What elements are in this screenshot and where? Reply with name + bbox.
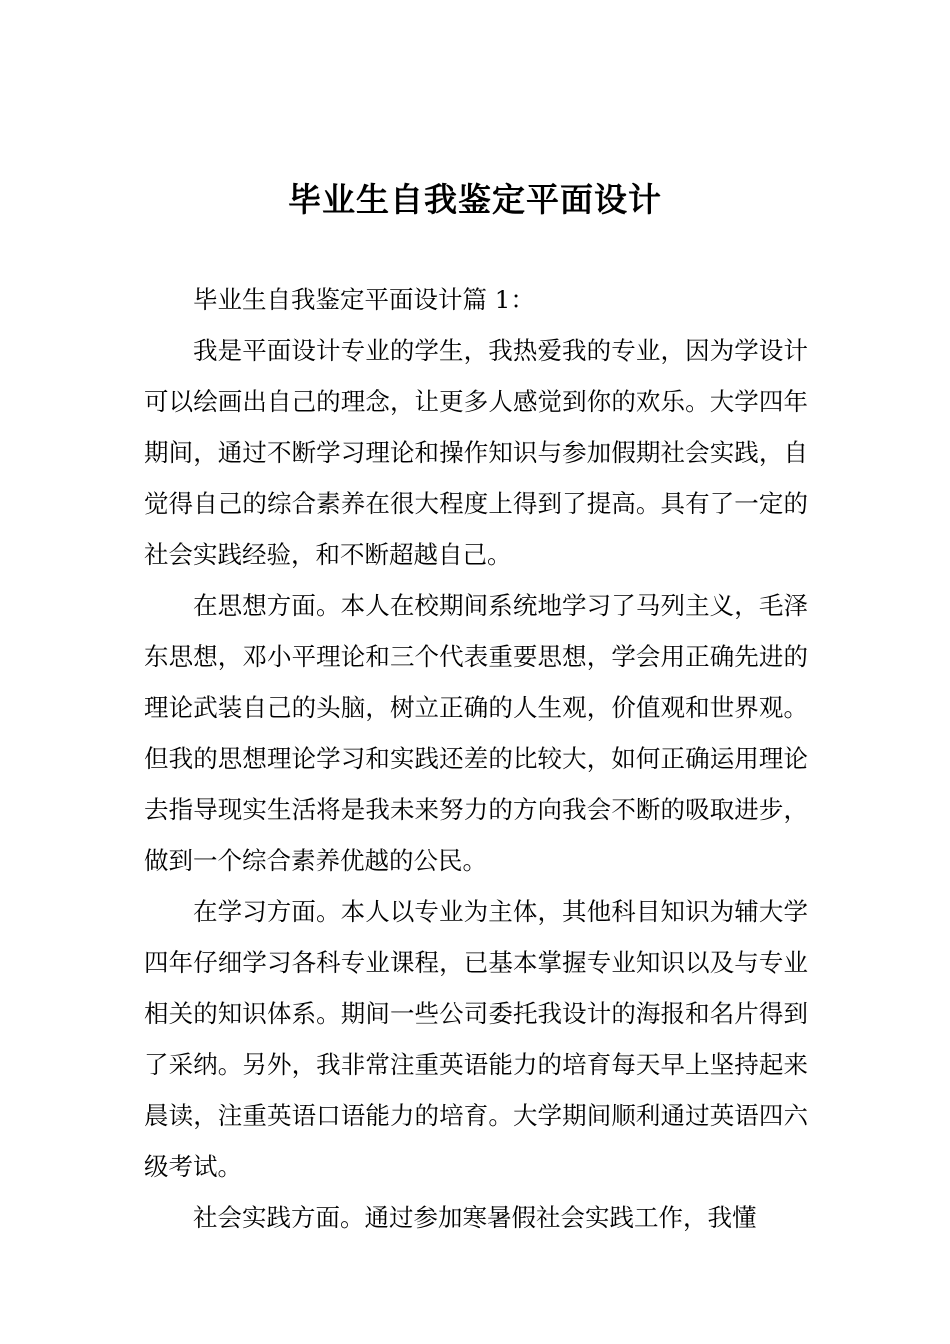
document-title: 毕业生自我鉴定平面设计 bbox=[288, 180, 662, 219]
paragraph-intro: 我是平面设计专业的学生，我热爱我的专业，因为学设计可以绘画出自己的理念，让更多人感觉到你的欢乐。大学四年期间，通过不断学习理论和操作知识与参加假期社会实践，自觉得自己的综合素养在很大程度上得到了提高。具有了一定的社会实践经验，和不断超越自己。 bbox=[144, 336, 808, 569]
paragraph-thought: 在思想方面。本人在校期间系统地学习了马列主义，毛泽东思想，邓小平理论和三个代表重要思想，学会用正确先进的理论武装自己的头脑，树立正确的人生观，价值观和世界观。但我的思想理论学习和实践还差的比较大，如何正确运用理论去指导现实生活将是我未来努力的方向我会不断的吸取进步，做到一个综合素养优越的公民。 bbox=[144, 591, 808, 875]
paragraph-study: 在学习方面。本人以专业为主体，其他科目知识为辅大学四年仔细学习各科专业课程，已基本掌握专业知识以及与专业相关的知识体系。期间一些公司委托我设计的海报和名片得到了采纳。另外，我非常注重英语能力的培育每天早上坚持起来晨读，注重英语口语能力的培育。大学期间顺利通过英语四六级考试。 bbox=[144, 897, 808, 1181]
document-body bbox=[144, 274, 808, 1243]
paragraph-heading: 毕业生自我鉴定平面设计篇 1： bbox=[193, 285, 535, 314]
paragraph-practice: 社会实践方面。通过参加寒暑假社会实践工作，我懂 bbox=[193, 1203, 757, 1232]
